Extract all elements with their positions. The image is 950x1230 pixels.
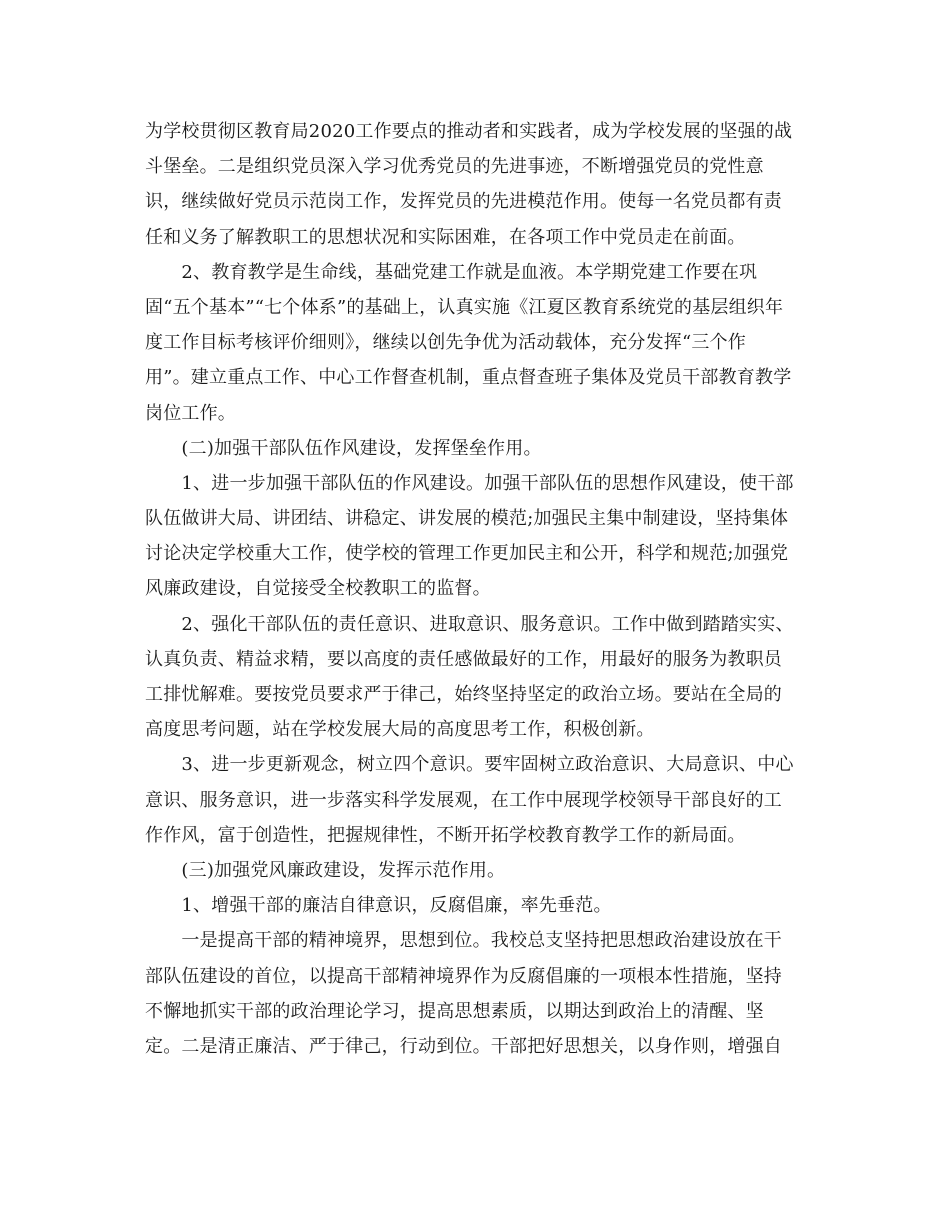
text-line: 风廉政建设，自觉接受全校教职工的监督。 — [145, 578, 491, 600]
text-line: 讨论决定学校重大工作，使学校的管理工作更加民主和公开，科学和规范;加强党 — [145, 543, 789, 565]
text-line: 度工作目标考核评价细则》，继续以创先争优为活动载体，充分发挥“三个作 — [145, 332, 746, 354]
text-line: 1、增强干部的廉洁自律意识，反腐倡廉，率先垂范。 — [145, 895, 612, 917]
section-heading: (二)加强干部队伍作风建设，发挥堡垒作用。 — [145, 437, 542, 459]
text-line: 岗位工作。 — [145, 402, 236, 424]
text-line: 工排忧解难。要按党员要求严于律己，始终坚持坚定的政治立场。要站在全局的 — [145, 684, 782, 705]
text-line: 2、强化干部队伍的责任意识、进取意识、服务意识。工作中做到踏踏实实、 — [145, 613, 794, 635]
document-body — [145, 114, 810, 1064]
text-line: 斗堡垒。二是组织党员深入学习优秀党员的先进事迹，不断增强党员的党性意 — [145, 156, 764, 178]
text-line: 一是提高干部的精神境界，思想到位。我校总支坚持把思想政治建设放在干 — [145, 930, 782, 952]
text-line: 识，继续做好党员示范岗工作，发挥党员的先进模范作用。使每一名党员都有责 — [145, 191, 782, 213]
text-line: 固“五个基本”“七个体系”的基础上，认真实施《江夏区教育系统党的基层组织年 — [145, 296, 784, 318]
text-line: 认真负责、精益求精，要以高度的责任感做最好的工作，用最好的服务为教职员 — [145, 648, 782, 670]
text-line: 1、进一步加强干部队伍的作风建设。加强干部队伍的思想作风建设，使干部 — [145, 472, 794, 494]
text-line: 队伍做讲大局、讲团结、讲稳定、讲发展的模范;加强民主集中制建设，坚持集体 — [145, 508, 789, 530]
text-line: 为学校贯彻区教育局2020工作要点的推动者和实践者，成为学校发展的坚强的战 — [145, 121, 793, 142]
text-line: 定。二是清正廉洁、严于律己，行动到位。干部把好思想关，以身作则，增强自 — [145, 1035, 782, 1057]
section-heading: (三)加强党风廉政建设，发挥示范作用。 — [145, 859, 506, 881]
text-line: 意识、服务意识，进一步落实科学发展观，在工作中展现学校领导干部良好的工 — [145, 789, 782, 811]
text-line: 不懈地抓实干部的政治理论学习，提高思想素质，以期达到政治上的清醒、坚 — [145, 1000, 764, 1022]
text-line: 作作风，富于创造性，把握规律性，不断开拓学校教育教学工作的新局面。 — [145, 824, 746, 846]
text-line: 部队伍建设的首位，以提高干部精神境界作为反腐倡廉的一项根本性措施，坚持 — [145, 965, 782, 987]
text-line: 任和义务了解教职工的思想状况和实际困难，在各项工作中党员走在前面。 — [145, 226, 746, 248]
text-line: 高度思考问题，站在学校发展大局的高度思考工作，积极创新。 — [145, 719, 655, 741]
text-line: 3、进一步更新观念，树立四个意识。要牢固树立政治意识、大局意识、中心 — [145, 754, 794, 776]
text-line: 用”。建立重点工作、中心工作督查机制，重点督查班子集体及党员干部教育教学 — [145, 367, 792, 389]
text-line: 2、教育教学是生命线，基础党建工作就是血液。本学期党建工作要在巩 — [145, 261, 758, 283]
